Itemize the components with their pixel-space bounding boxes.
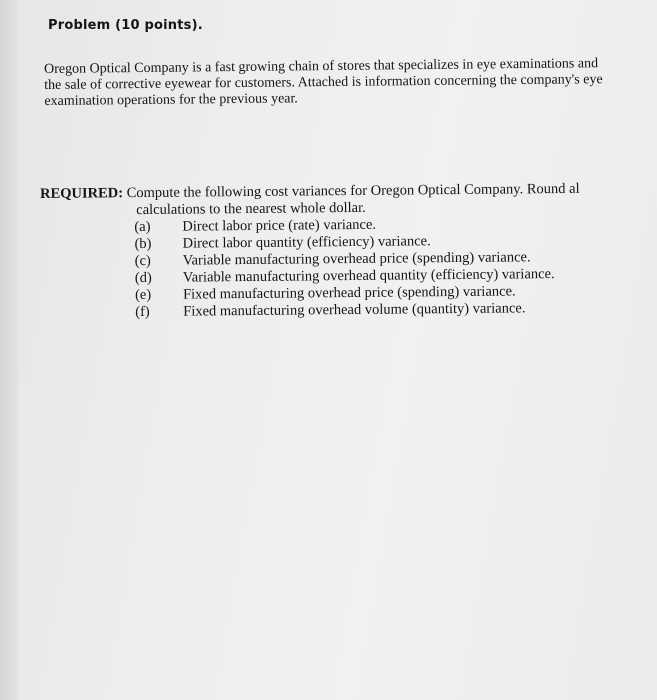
required-section [40,180,656,322]
item-marker: (f) [135,303,150,321]
required-instruction-continued: calculations to the nearest whole dollar. [136,199,366,219]
intro-line: examination operations for the previous year. [44,91,298,109]
intro-paragraph [44,56,652,110]
item-marker: (a) [134,218,151,236]
item-text: Fixed manufacturing overhead price (spending) variance. [182,283,516,303]
intro-line: Oregon Optical Company is a fast growing chain of stores that specializes in eye examinations and [44,56,599,77]
item-marker: (c) [134,252,151,270]
item-text: Direct labor price (rate) variance. [182,216,377,235]
item-marker: (d) [134,269,152,287]
item-marker: (e) [134,286,152,304]
item-text: Fixed manufacturing overhead volume (quantity) variance. [183,300,526,320]
intro-line: the sale of corrective eyewear for customers. Attached is information concerning the company's eye [44,72,603,93]
required-text: Compute the following cost variances for Oregon Optical Company. Round al [122,180,580,202]
item-text: Direct labor quantity (efficiency) variance. [182,233,431,252]
item-text: Variable manufacturing overhead price (spending) variance. [182,249,531,269]
problem-title: Problem (10 points). [48,18,203,33]
required-label: REQUIRED: [40,185,124,202]
variance-list [40,214,656,322]
item-text: Variable manufacturing overhead quantity (efficiency) variance. [182,266,555,286]
item-marker: (b) [134,235,152,253]
